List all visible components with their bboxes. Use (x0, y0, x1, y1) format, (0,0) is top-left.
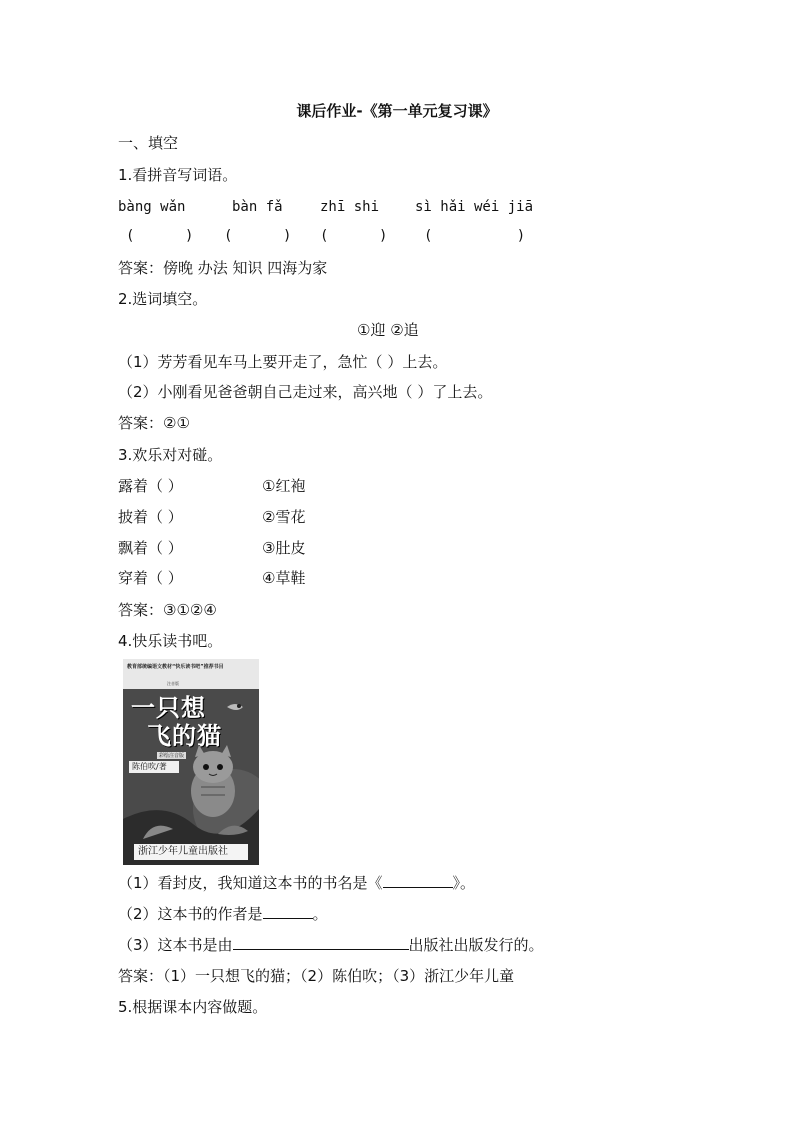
match-left-4: 穿着（ ） (118, 569, 183, 587)
cover-author-box (129, 761, 179, 773)
pinyin-1: bàng wǎn (118, 199, 186, 215)
answer-bracket-2[interactable]: ( ) (224, 228, 292, 244)
cover-author: 陈伯吹/著 (132, 762, 167, 771)
question-2-item-2: （2）小刚看见爸爸朝自己走过来，高兴地（ ）了上去。 (118, 383, 493, 401)
match-right-4: ④草鞋 (262, 569, 306, 587)
question-4-item-1-end: 》。 (452, 874, 476, 892)
question-4-item-2 (118, 904, 328, 924)
blank-author[interactable] (263, 904, 313, 919)
question-5-prompt: 5.根据课本内容做题。 (118, 998, 268, 1016)
question-1-answer: 答案：傍晚 办法 知识 四海为家 (118, 259, 328, 277)
question-3-prompt: 3.欢乐对对碰。 (118, 446, 223, 464)
book-cover-image (123, 659, 259, 865)
cover-publisher-box (134, 844, 248, 860)
answer-bracket-3[interactable]: ( ) (320, 228, 388, 244)
question-2-answer: 答案：②① (118, 414, 190, 432)
cover-publisher: 浙江少年儿童出版社 (138, 846, 228, 857)
cover-edition-label: 彩绘注音版 (159, 753, 185, 759)
match-left-2: 披着（ ） (118, 508, 183, 526)
question-4-item-2-end: 。 (312, 905, 328, 923)
cover-series-label: 注音版 (167, 681, 179, 686)
cover-title-line-1: 一只想 (131, 694, 206, 722)
page-title: 课后作业-《第一单元复习课》 (296, 102, 498, 120)
question-4-item-3-text: （3）这本书是由 (118, 936, 233, 954)
match-right-2: ②雪花 (262, 508, 306, 526)
blank-publisher[interactable] (233, 935, 409, 950)
word-options: ①迎 ②追 (357, 321, 419, 339)
question-4-item-3-end: 出版社出版发行的。 (408, 936, 544, 954)
answer-bracket-1[interactable]: ( ) (126, 228, 194, 244)
section-heading: 一、填空 (118, 134, 179, 152)
question-4-item-3 (118, 935, 544, 955)
pinyin-4: sì hǎi wéi jiā (415, 199, 534, 215)
match-right-1: ①红袍 (262, 477, 306, 495)
match-left-1: 露着（ ） (118, 477, 183, 495)
cover-band-text: 教育部统编语文教材“快乐读书吧”推荐书目 (127, 664, 224, 670)
question-4-prompt: 4.快乐读书吧。 (118, 632, 223, 650)
question-4-item-1-text: （1）看封皮，我知道这本书的书名是《 (118, 874, 383, 892)
question-2-item-1: （1）芳芳看见车马上要开走了，急忙（ ）上去。 (118, 353, 448, 371)
cover-title-line-2: 飞的猫 (147, 722, 222, 750)
question-4-item-2-text: （2）这本书的作者是 (118, 905, 263, 923)
blank-book-title[interactable] (383, 873, 453, 888)
question-1-prompt: 1.看拼音写词语。 (118, 166, 238, 184)
pinyin-2: bàn fǎ (232, 199, 283, 215)
match-left-3: 飘着（ ） (118, 539, 183, 557)
answer-bracket-4[interactable]: ( ) (424, 228, 526, 244)
question-4-answer: 答案：（1）一只想飞的猫；（2）陈伯吹；（3）浙江少年儿童 (118, 967, 515, 985)
question-2-prompt: 2.选词填空。 (118, 290, 208, 308)
question-3-answer: 答案：③①②④ (118, 601, 217, 619)
cover-top-band (123, 659, 259, 689)
question-4-item-1 (118, 873, 475, 893)
match-right-3: ③肚皮 (262, 539, 306, 557)
pinyin-3: zhī shi (320, 199, 380, 215)
